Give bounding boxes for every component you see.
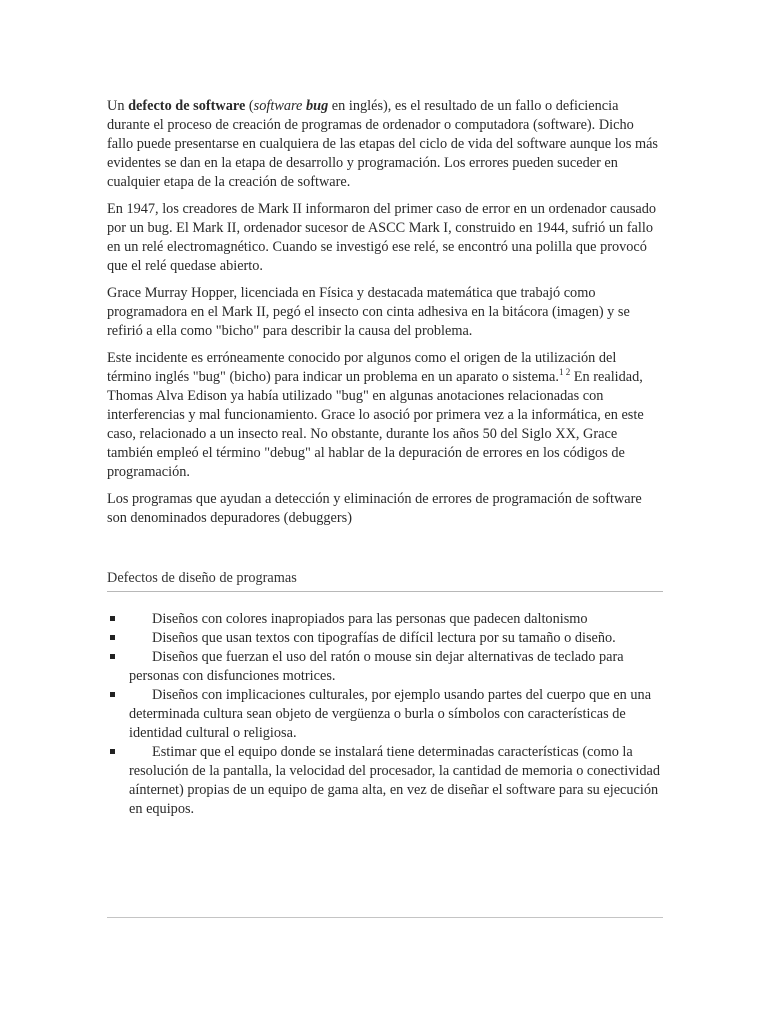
bullet-icon xyxy=(110,616,115,621)
paragraph-hopper: Grace Murray Hopper, licenciada en Física y destacada matemática que trabajó como programadora en el Mark II, pegó el insecto con cinta adhesiva en la bitácora (imagen) y se refirió a ella como "bicho" para describir la causa del problema. xyxy=(107,285,630,339)
list-item xyxy=(107,648,663,686)
design-defects-list xyxy=(107,610,663,819)
bullet-icon xyxy=(110,654,115,659)
bottom-divider xyxy=(107,917,663,918)
document-body xyxy=(107,97,663,819)
term-bold-italic: bug xyxy=(305,98,329,114)
paragraph-history: En 1947, los creadores de Mark II informaron del primer caso de error en un ordenador causado por un bug. El Mark II, ordenador sucesor de ASCC Mark I, construido en 1944, sufrió un fallo en un relé electromagnético. Cuando se investigó ese relé, se encontró una polilla que provocó que el relé quedase abierto. xyxy=(107,201,657,274)
term-bold: defecto de software xyxy=(128,98,246,114)
list-item xyxy=(107,743,663,819)
text-run: en inglés), es el resultado de un fallo o deficiencia durante el proceso de creación de programas de ordenador o computadora (software). Dicho fallo puede presentarse en cualquiera de las etapas del ciclo de vida del software aunque los más evidentes se dan en la etapa de desarrollo y programación. Los errores pueden suceder en cualquier etapa de la creación de software. xyxy=(107,98,658,190)
paragraph-origin xyxy=(107,349,663,482)
list-item xyxy=(107,629,663,648)
list-item xyxy=(107,686,663,743)
list-item-text: Estimar que el equipo donde se instalará tiene determinadas características (como la resolución de la pantalla, la velocidad del procesador, la cantidad de memoria o conectividad aínternet) propias de un equipo de gama alta, en vez de diseñar el software para su ejecución en equipos. xyxy=(129,744,660,817)
section-heading: Defectos de diseño de programas xyxy=(107,569,663,592)
list-item-text: Diseños con colores inapropiados para las personas que padecen daltonismo xyxy=(152,611,588,627)
text-run: Un xyxy=(107,98,129,114)
text-run: ( xyxy=(245,98,254,114)
paragraph-debuggers: Los programas que ayudan a detección y eliminación de errores de programación de software son denominados depuradores (debuggers) xyxy=(107,491,642,526)
bullet-icon xyxy=(110,635,115,640)
bullet-icon xyxy=(110,692,115,697)
list-item-text: Diseños que fuerzan el uso del ratón o mouse sin dejar alternativas de teclado para personas con disfunciones motrices. xyxy=(129,649,624,684)
text-run: En realidad, Thomas Alva Edison ya había utilizado "bug" en algunas anotaciones relacionadas con interferencias y mal funcionamiento. Grace lo asoció por primera vez a la informática, en este caso, relacionado a un insecto real. No obstante, durante los años 50 del Siglo XX, Grace también empleó el término "debug" al hablar de la depuración de errores en los códigos de programación. xyxy=(107,369,644,480)
list-item-text: Diseños que usan textos con tipografías de difícil lectura por su tamaño o diseño. xyxy=(152,630,616,646)
intro-section xyxy=(107,97,663,528)
reference-links[interactable]: 1 2 xyxy=(558,367,571,378)
bullet-icon xyxy=(110,749,115,754)
list-item xyxy=(107,610,663,629)
text-run: Este incidente es erróneamente conocido por algunos como el origen de la utilización del término inglés "bug" (bicho) para indicar un problema en un aparato o sistema. xyxy=(107,350,617,385)
list-item-text: Diseños con implicaciones culturales, por ejemplo usando partes del cuerpo que en una determinada cultura sean objeto de vergüenza o burla o símbolos con características de identidad cultural o religiosa. xyxy=(129,687,652,741)
paragraph-definition xyxy=(107,97,663,192)
term-italic: software xyxy=(253,98,303,114)
